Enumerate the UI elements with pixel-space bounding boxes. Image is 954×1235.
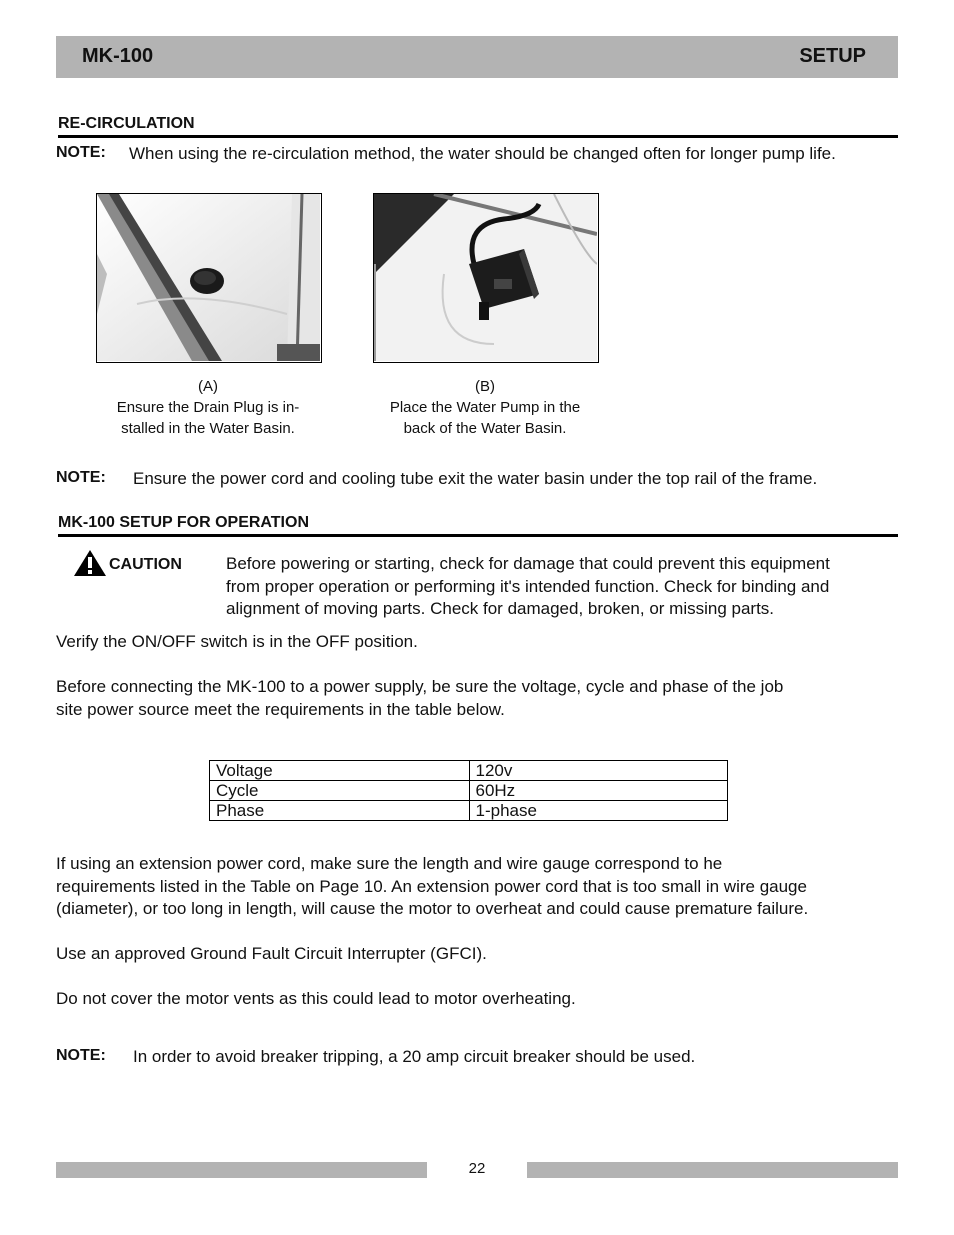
figure-caption-a bbox=[70, 376, 346, 439]
paragraph-line: site power source meet the requirements in the table below. bbox=[56, 699, 505, 719]
table-cell-label: Cycle bbox=[210, 781, 470, 801]
figure-label-a: (A) bbox=[198, 378, 218, 395]
note-text-breaker: In order to avoid breaker tripping, a 20 amp circuit breaker should be used. bbox=[133, 1047, 696, 1066]
figure-caption-a-line2: stalled in the Water Basin. bbox=[121, 420, 295, 437]
note-text-recirculation: When using the re-circulation method, the water should be changed often for longer pump life. bbox=[129, 144, 836, 163]
paragraph-line: (diameter), or too long in length, will cause the motor to overheat and could cause premature failure. bbox=[56, 899, 809, 918]
water-pump-illustration bbox=[374, 194, 597, 361]
caution-line: from proper operation or performing it's intended function. Check for binding and bbox=[226, 576, 830, 596]
paragraph-gfci: Use an approved Ground Fault Circuit Interrupter (GFCI). bbox=[56, 944, 487, 963]
table-cell-value: 1-phase bbox=[469, 801, 728, 821]
paragraph-extension-cord bbox=[56, 853, 808, 921]
table-row bbox=[210, 801, 728, 821]
figure-caption-b bbox=[347, 376, 623, 439]
section-title-setup-operation: MK-100 SETUP FOR OPERATION bbox=[58, 514, 898, 537]
table-cell-label: Phase bbox=[210, 801, 470, 821]
paragraph-power-supply bbox=[56, 676, 783, 721]
figure-caption-a-line1: Ensure the Drain Plug is in- bbox=[116, 399, 300, 416]
table-cell-value: 120v bbox=[469, 761, 728, 781]
figure-caption-b-line1: Place the Water Pump in the bbox=[389, 399, 581, 416]
section-title-recirculation: RE-CIRCULATION bbox=[58, 115, 898, 138]
footer-bar-left bbox=[56, 1162, 427, 1178]
note-label: NOTE: bbox=[56, 144, 106, 161]
paragraph-line: requirements listed in the Table on Page 10. An extension power cord that is too small in wire gauge bbox=[56, 876, 807, 896]
caution-label: CAUTION bbox=[109, 556, 182, 573]
paragraph-line: Before connecting the MK-100 to a power supply, be sure the voltage, cycle and phase of the job bbox=[56, 677, 784, 696]
page-number: 22 bbox=[468, 1160, 486, 1177]
table-row bbox=[210, 781, 728, 801]
note-text-power-cord: Ensure the power cord and cooling tube exit the water basin under the top rail of the frame. bbox=[133, 469, 818, 488]
warning-triangle-icon bbox=[73, 549, 107, 577]
paragraph-motor-vents: Do not cover the motor vents as this could lead to motor overheating. bbox=[56, 989, 576, 1008]
paragraph-switch: Verify the ON/OFF switch is in the OFF position. bbox=[56, 632, 418, 651]
figure-label-b: (B) bbox=[475, 378, 495, 395]
table-cell-value: 60Hz bbox=[469, 781, 728, 801]
header-section: SETUP bbox=[799, 45, 866, 67]
page-header bbox=[56, 36, 898, 78]
figure-caption-b-line2: back of the Water Basin. bbox=[403, 420, 567, 437]
caution-line: Before powering or starting, check for damage that could prevent this equipment bbox=[226, 554, 830, 573]
table-cell-label: Voltage bbox=[210, 761, 470, 781]
note-label: NOTE: bbox=[56, 1047, 106, 1064]
photo-drain-plug bbox=[96, 193, 322, 363]
caution-block bbox=[73, 549, 193, 577]
footer-bar-right bbox=[527, 1162, 898, 1178]
paragraph-line: If using an extension power cord, make sure the length and wire gauge correspond to he bbox=[56, 854, 723, 873]
drain-plug-illustration bbox=[97, 194, 320, 361]
photo-water-pump bbox=[373, 193, 599, 363]
header-model: MK-100 bbox=[82, 45, 154, 67]
caution-text bbox=[226, 553, 830, 621]
caution-line: alignment of moving parts. Check for damaged, broken, or missing parts. bbox=[226, 599, 775, 618]
table-row bbox=[210, 761, 728, 781]
note-label: NOTE: bbox=[56, 469, 106, 486]
power-requirements-table bbox=[209, 760, 728, 821]
